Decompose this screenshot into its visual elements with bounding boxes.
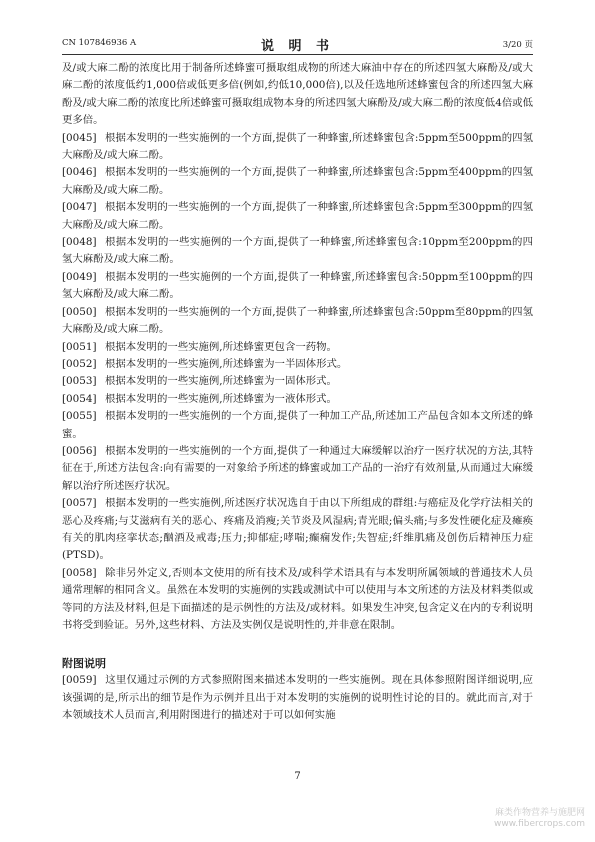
paragraph-text: 根据本发明的一些实施例的一个方面,提供了一种加工产品,所述加工产品包含如本文所述的蜂蜜。: [62, 410, 533, 440]
paragraph-0051: [62, 339, 533, 356]
paragraph-text: 除非另外定义,否则本文使用的所有技术及/或科学术语具有与本发明所属领域的普通技术人员通常理解的相同含义。虽然在本发明的实施例的实践或测试中可以使用与本文所述的方法及材料类似或等同的方法及材料,但是下面描述的是示例性的方法及/或材料。如果发生冲突,包含定义在内的专利说明书将受到验证。另外,这些材料、方法及实例仅是说明性的,并非意在限制。: [62, 566, 533, 631]
paragraph-number: [0045]: [62, 131, 97, 144]
watermark-site-name: 麻类作物营养与施肥网: [494, 808, 585, 818]
watermark: [494, 808, 585, 830]
paragraph-number: [0050]: [62, 305, 97, 318]
page-count: 3/20 页: [502, 40, 533, 50]
paragraph-0055: [62, 408, 533, 443]
paragraph-text: 根据本发明的一些实施例,所述蜂蜜为一液体形式。: [105, 392, 337, 405]
paragraph-0048: [62, 234, 533, 269]
paragraph-text: 根据本发明的一些实施例的一个方面,提供了一种蜂蜜,所述蜂蜜包含:50ppm至100ppm的四氢大麻酚及/或大麻二酚。: [62, 270, 533, 301]
paragraph-number: [0059]: [62, 674, 97, 687]
page-header: [62, 36, 533, 52]
paragraph-number: [0048]: [62, 236, 97, 249]
paragraph-text: 根据本发明的一些实施例的一个方面,提供了一种蜂蜜,所述蜂蜜包含:10ppm至200ppm的四氢大麻酚及/或大麻二酚。: [62, 236, 533, 266]
paragraph-text: 根据本发明的一些实施例的一个方面,提供了一种通过大麻缓解以治疗一医疗状况的方法,其特征在于,所述方法包含:向有需要的一对象给予所述的蜂蜜或加工产品的一治疗有效剂量,从而通过大麻缓解以治疗所述医疗状况。: [62, 444, 533, 492]
paragraph-0046: [62, 164, 533, 199]
paragraph-text: 这里仅通过示例的方式参照附图来描述本发明的一些实施例。现在具体参照附图详细说明,应该强调的是,所示出的细节是作为示例并且出于对本发明的实施例的说明性讨论的目的。就此而言,对于本领域技术人员而言,利用附图进行的描述对于可以如何实施: [62, 674, 533, 722]
page-number: 7: [294, 771, 301, 782]
paragraph-0057: [62, 495, 533, 565]
paragraph-0047: [62, 199, 533, 234]
paragraph-0059: [62, 672, 533, 724]
paragraph-text: 根据本发明的一些实施例的一个方面,提供了一种蜂蜜,所述蜂蜜包含:50ppm至80ppm的四氢大麻酚及/或大麻二酚。: [62, 305, 533, 336]
paragraph-text: 根据本发明的一些实施例,所述医疗状况选自于由以下所组成的群组:与癌症及化学疗法相关的恶心及疼痛;与艾滋病有关的恶心、疼痛及消瘦;关节炎及风湿病;青光眼;偏头痛;与多发性硬化症及瘫痪有关的肌肉痉挛状态;酗酒及戒毒;压力;抑郁症;哮喘;癫痫发作;失智症;纤维肌痛及创伤后精神压力症(PTSD)。: [62, 497, 533, 562]
paragraph-number: [0051]: [62, 340, 97, 353]
header-divider: [62, 54, 533, 55]
paragraph-number: [0053]: [62, 375, 97, 388]
paragraph-text: 根据本发明的一些实施例,所述蜂蜜更包含一药物。: [105, 340, 337, 353]
paragraph-0050: [62, 304, 533, 339]
paragraph-text: 根据本发明的一些实施例,所述蜂蜜为一固体形式。: [105, 375, 337, 388]
document-body: [62, 60, 533, 725]
paragraph-number: [0049]: [62, 270, 97, 283]
paragraph-number: [0058]: [62, 566, 97, 579]
section-heading: 附图说明: [62, 657, 106, 671]
paragraph-0053: [62, 373, 533, 390]
paragraph-number: [0055]: [62, 410, 97, 423]
paragraph-number: [0046]: [62, 166, 97, 179]
paragraph-number: [0052]: [62, 357, 97, 370]
paragraph-list: [62, 130, 533, 635]
paragraph-0052: [62, 356, 533, 373]
paragraph-text: 根据本发明的一些实施例的一个方面,提供了一种蜂蜜,所述蜂蜜包含:5ppm至300ppm的四氢大麻酚及/或大麻二酚。: [62, 201, 533, 231]
continued-paragraph: 及/或大麻二酚的浓度比用于制备所述蜂蜜可摄取组成物的所述大麻油中存在的所述四氢大麻酚及/或大麻二酚的浓度低约1,000倍或低更多倍(例如,约低10,000倍),以及任选地所述蜂蜜包含的所述四氢大麻酚及/或大麻二酚的浓度比所述蜂蜜可摄取组成物本身的所述四氢大麻酚及/或大麻二酚的浓度低4倍或低更多倍。: [62, 62, 533, 127]
paragraph-0058: [62, 565, 533, 635]
paragraph-0049: [62, 269, 533, 304]
patent-number: CN 107846936 A: [62, 38, 137, 48]
paragraph-number: [0057]: [62, 497, 97, 510]
document-type-title: 说 明 书: [260, 39, 335, 54]
paragraph-text: 根据本发明的一些实施例的一个方面,提供了一种蜂蜜,所述蜂蜜包含:5ppm至500ppm的四氢大麻酚及/或大麻二酚。: [62, 131, 533, 162]
paragraph-number: [0056]: [62, 444, 97, 457]
paragraph-0045: [62, 130, 533, 165]
paragraph-0054: [62, 391, 533, 408]
paragraph-0056: [62, 443, 533, 495]
paragraph-text: 根据本发明的一些实施例,所述蜂蜜为一半固体形式。: [105, 357, 348, 370]
paragraph-number: [0047]: [62, 201, 97, 214]
paragraph-number: [0054]: [62, 392, 97, 405]
watermark-url: www.fibercrops.com: [494, 819, 585, 829]
paragraph-text: 根据本发明的一些实施例的一个方面,提供了一种蜂蜜,所述蜂蜜包含:5ppm至400ppm的四氢大麻酚及/或大麻二酚。: [62, 166, 533, 196]
